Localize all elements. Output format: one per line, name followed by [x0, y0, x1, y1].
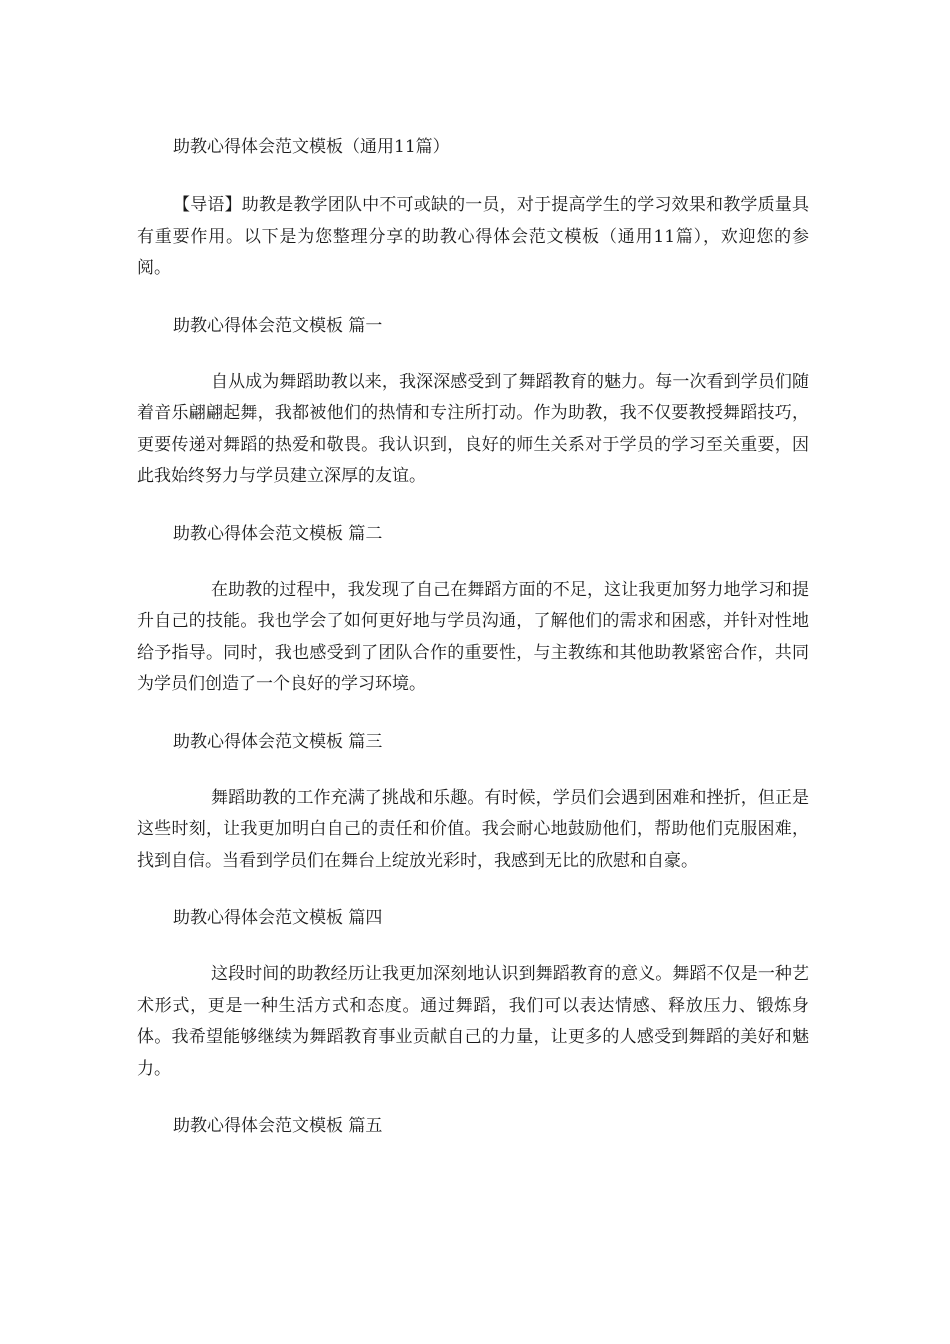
- section-body: 这段时间的助教经历让我更加深刻地认识到舞蹈教育的意义。舞蹈不仅是一种艺术形式，更是一种生活方式和态度。通过舞蹈，我们可以表达情感、释放压力、锻炼身体。我希望能够继续为舞蹈教育事业贡献自己的力量，让更多的人感受到舞蹈的美好和魅力。: [137, 964, 809, 1079]
- section-2: [137, 519, 809, 701]
- section-body: 舞蹈助教的工作充满了挑战和乐趣。有时候，学员们会遇到困难和挫折，但正是这些时刻，让我更加明白自己的责任和价值。我会耐心地鼓励他们，帮助他们克服困难，找到自信。当看到学员们在舞台上绽放光彩时，我感到无比的欣慰和自豪。: [137, 787, 809, 871]
- section-heading: 助教心得体会范文模板 篇四: [173, 908, 383, 928]
- document-page: [137, 132, 809, 1141]
- section-body: 自从成为舞蹈助教以来，我深深感受到了舞蹈教育的魅力。每一次看到学员们随着音乐翩翩起舞，我都被他们的热情和专注所打动。作为助教，我不仅要教授舞蹈技巧，更要传递对舞蹈的热爱和敬畏。我认识到，良好的师生关系对于学员的学习至关重要，因此我始终努力与学员建立深厚的友谊。: [137, 371, 809, 486]
- document-title: 助教心得体会范文模板（通用11篇）: [173, 137, 450, 157]
- section-4: [137, 903, 809, 1085]
- document-intro: 【导语】助教是教学团队中不可或缺的一员，对于提高学生的学习效果和教学质量具有重要作用。以下是为您整理分享的助教心得体会范文模板（通用11篇），欢迎您的参阅。: [137, 195, 809, 278]
- section-1: [137, 311, 809, 493]
- section-heading: 助教心得体会范文模板 篇二: [173, 523, 383, 544]
- section-5: [137, 1111, 809, 1141]
- section-heading: 助教心得体会范文模板 篇一: [173, 315, 383, 336]
- section-heading: 助教心得体会范文模板 篇三: [173, 731, 383, 752]
- section-3: [137, 727, 809, 878]
- section-body: 在助教的过程中，我发现了自己在舞蹈方面的不足，这让我更加努力地学习和提升自己的技能。我也学会了如何更好地与学员沟通，了解他们的需求和困惑，并针对性地给予指导。同时，我也感受到了团队合作的重要性，与主教练和其他助教紧密合作，共同为学员们创造了一个良好的学习环境。: [137, 579, 809, 694]
- section-heading: 助教心得体会范文模板 篇五: [173, 1116, 383, 1136]
